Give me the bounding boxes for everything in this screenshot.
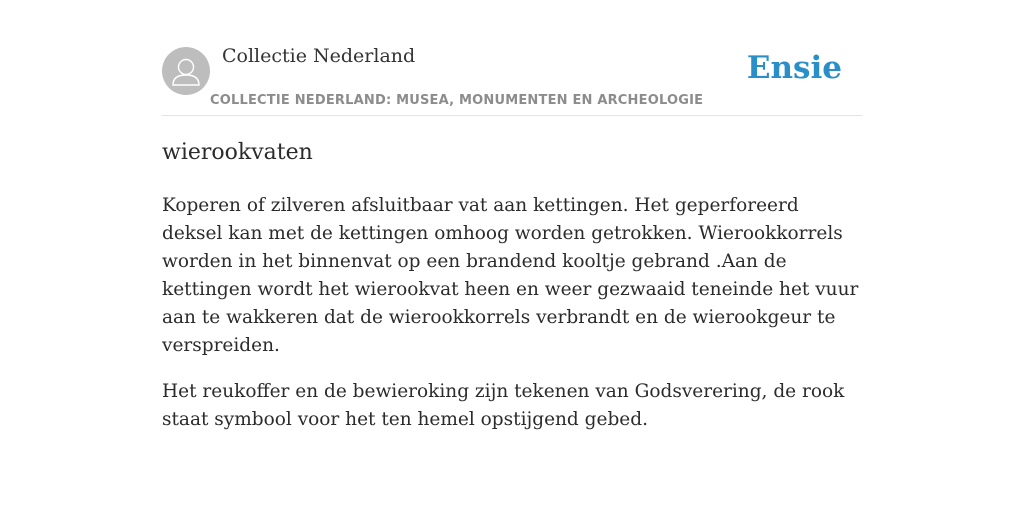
entry-title: wierookvaten bbox=[162, 140, 313, 165]
entry-header bbox=[162, 0, 862, 116]
author-avatar[interactable] bbox=[162, 47, 210, 95]
entry-paragraph: Koperen of zilveren afsluitbaar vat aan kettingen. Het geperforeerd deksel kan met de kettingen omhoog worden getrokken. Wierookkorrels worden in het binnenvat op een brandend kooltje gebrand .Aan de kettingen wordt het wierookvat heen en weer gezwaaid teneinde het vuur aan te wakkeren dat de wierookkorrels verbrandt en de wierookgeur te verspreiden. bbox=[162, 195, 859, 356]
content-container bbox=[162, 0, 862, 430]
author-name[interactable]: Collectie Nederland bbox=[222, 45, 416, 67]
author-subtitle: COLLECTIE NEDERLAND: MUSEA, MONUMENTEN EN ARCHEOLOGIE bbox=[210, 93, 704, 108]
entry-paragraph: Het reukoffer en de bewieroking zijn tekenen van Godsverering, de rook staat symbool voor het ten hemel opstijgend gebed. bbox=[162, 381, 845, 430]
brand-logo[interactable]: Ensie bbox=[746, 50, 842, 86]
user-silhouette-icon bbox=[162, 47, 210, 95]
entry-body bbox=[162, 192, 862, 452]
